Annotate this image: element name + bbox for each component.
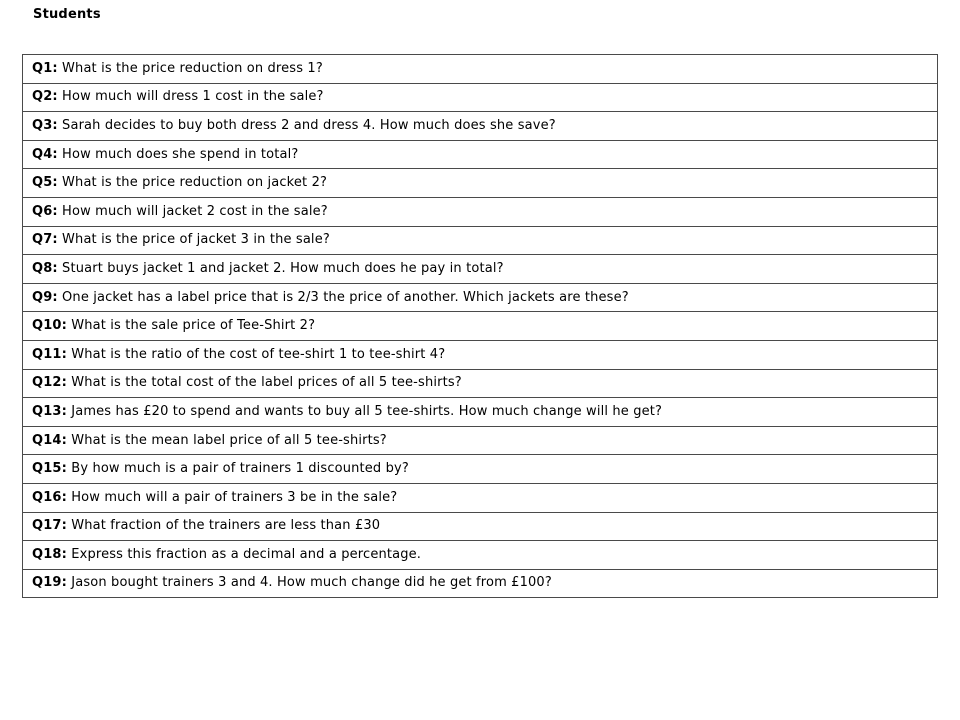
- question-cell: [23, 483, 938, 512]
- question-text: James has £20 to spend and wants to buy all 5 tee-shirts. How much change will he get?: [71, 403, 663, 419]
- question-text: What is the total cost of the label prices of all 5 tee-shirts?: [71, 375, 462, 391]
- question-row: [23, 340, 938, 369]
- question-text: What is the price reduction on jacket 2?: [62, 175, 328, 191]
- question-number: Q10:: [32, 318, 67, 334]
- question-number: Q14:: [32, 432, 67, 448]
- question-cell: [23, 112, 938, 141]
- question-row: [23, 226, 938, 255]
- question-text: How much will jacket 2 cost in the sale?: [62, 203, 328, 219]
- question-row: [23, 426, 938, 455]
- question-cell: [23, 169, 938, 198]
- question-text: Stuart buys jacket 1 and jacket 2. How much does he pay in total?: [62, 260, 504, 276]
- question-number: Q11:: [32, 346, 67, 362]
- question-text: Jason bought trainers 3 and 4. How much change did he get from £100?: [71, 575, 552, 591]
- question-number: Q17:: [32, 518, 67, 534]
- questions-table: [22, 54, 938, 598]
- question-row: [23, 512, 938, 541]
- question-text: What is the sale price of Tee-Shirt 2?: [71, 318, 316, 334]
- question-cell: [23, 426, 938, 455]
- question-text: How much does she spend in total?: [62, 146, 299, 162]
- question-text: What is the price reduction on dress 1?: [62, 60, 323, 76]
- question-row: [23, 369, 938, 398]
- question-number: Q8:: [32, 260, 58, 276]
- question-cell: [23, 255, 938, 284]
- question-number: Q6:: [32, 203, 58, 219]
- question-number: Q18:: [32, 546, 67, 562]
- question-row: [23, 541, 938, 570]
- question-cell: [23, 312, 938, 341]
- question-row: [23, 112, 938, 141]
- question-cell: [23, 83, 938, 112]
- question-number: Q16:: [32, 489, 67, 505]
- question-row: [23, 455, 938, 484]
- question-cell: [23, 512, 938, 541]
- question-row: [23, 169, 938, 198]
- question-cell: [23, 541, 938, 570]
- question-cell: [23, 140, 938, 169]
- question-row: [23, 140, 938, 169]
- question-row: [23, 83, 938, 112]
- question-cell: [23, 226, 938, 255]
- questions-table-body: [23, 55, 938, 598]
- question-text: What is the price of jacket 3 in the sale?: [62, 232, 330, 248]
- question-text: What is the ratio of the cost of tee-shirt 1 to tee-shirt 4?: [71, 346, 446, 362]
- question-row: [23, 55, 938, 84]
- question-row: [23, 197, 938, 226]
- question-number: Q12:: [32, 375, 67, 391]
- question-text: How much will a pair of trainers 3 be in the sale?: [71, 489, 398, 505]
- question-cell: [23, 455, 938, 484]
- question-number: Q15:: [32, 461, 67, 477]
- question-text: By how much is a pair of trainers 1 discounted by?: [71, 461, 409, 477]
- question-cell: [23, 55, 938, 84]
- question-row: [23, 483, 938, 512]
- question-number: Q4:: [32, 146, 58, 162]
- question-number: Q13:: [32, 403, 67, 419]
- question-cell: [23, 283, 938, 312]
- question-cell: [23, 398, 938, 427]
- question-cell: [23, 369, 938, 398]
- question-number: Q7:: [32, 232, 58, 248]
- question-number: Q5:: [32, 175, 58, 191]
- question-cell: [23, 569, 938, 598]
- question-number: Q2:: [32, 89, 58, 105]
- question-text: Sarah decides to buy both dress 2 and dress 4. How much does she save?: [62, 117, 556, 133]
- question-text: One jacket has a label price that is 2/3 the price of another. Which jackets are these?: [62, 289, 629, 305]
- question-number: Q1:: [32, 60, 58, 76]
- question-number: Q19:: [32, 575, 67, 591]
- question-row: [23, 312, 938, 341]
- question-cell: [23, 340, 938, 369]
- question-row: [23, 283, 938, 312]
- question-text: What fraction of the trainers are less than £30: [71, 518, 381, 534]
- question-number: Q3:: [32, 117, 58, 133]
- question-cell: [23, 197, 938, 226]
- question-row: [23, 569, 938, 598]
- question-number: Q9:: [32, 289, 58, 305]
- question-row: [23, 255, 938, 284]
- question-text: How much will dress 1 cost in the sale?: [62, 89, 324, 105]
- question-text: What is the mean label price of all 5 tee-shirts?: [71, 432, 387, 448]
- page-title: Students: [33, 7, 101, 22]
- question-text: Express this fraction as a decimal and a percentage.: [71, 546, 422, 562]
- question-row: [23, 398, 938, 427]
